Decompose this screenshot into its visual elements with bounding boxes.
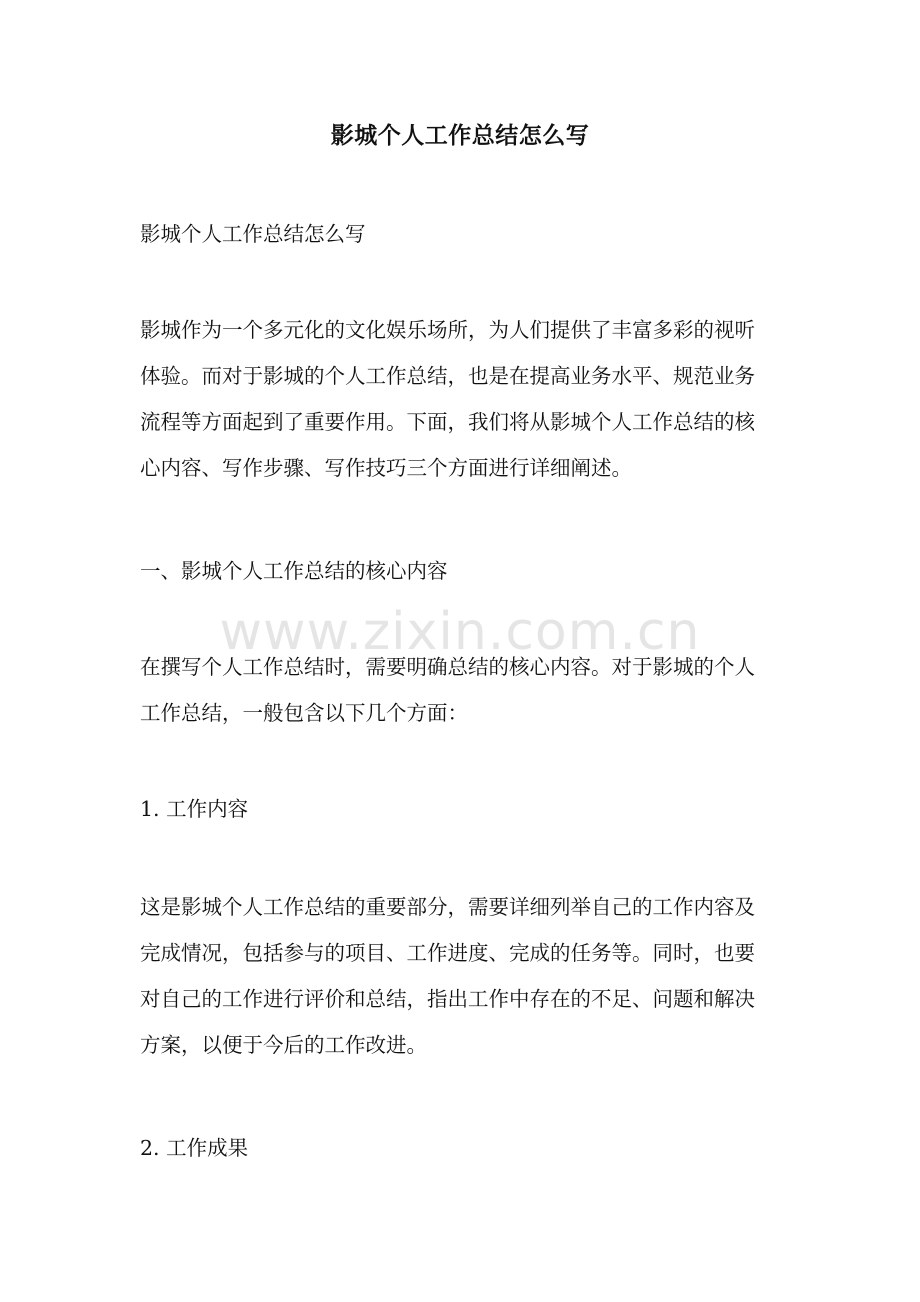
item-body-line: 对自己的工作进行评价和总结，指出工作中存在的不足、问题和解决 <box>140 987 755 1011</box>
item-body-line: 完成情况，包括参与的项目、工作进度、完成的任务等。同时，也要 <box>140 941 755 965</box>
subtitle-line: 影城个人工作总结怎么写 <box>140 222 366 246</box>
watermark: www.zixin.com.cn <box>219 602 701 662</box>
document-title: 影城个人工作总结怎么写 <box>330 122 590 149</box>
intro-line: 流程等方面起到了重要作用。下面，我们将从影城个人工作总结的核 <box>140 410 755 434</box>
item-heading: 1. 工作内容 <box>140 797 249 821</box>
item-heading: 2. 工作成果 <box>140 1136 249 1160</box>
section-intro-line: 在撰写个人工作总结时，需要明确总结的核心内容。对于影城的个人 <box>140 655 755 679</box>
section-heading: 一、影城个人工作总结的核心内容 <box>140 559 448 583</box>
item-body-line: 这是影城个人工作总结的重要部分，需要详细列举自己的工作内容及 <box>140 895 755 919</box>
intro-line: 心内容、写作步骤、写作技巧三个方面进行详细阐述。 <box>140 456 632 480</box>
intro-line: 体验。而对于影城的个人工作总结，也是在提高业务水平、规范业务 <box>140 364 755 388</box>
intro-line: 影城作为一个多元化的文化娱乐场所，为人们提供了丰富多彩的视听 <box>140 318 755 342</box>
item-body-line: 方案，以便于今后的工作改进。 <box>140 1033 427 1057</box>
section-intro-line: 工作总结，一般包含以下几个方面： <box>140 701 468 725</box>
